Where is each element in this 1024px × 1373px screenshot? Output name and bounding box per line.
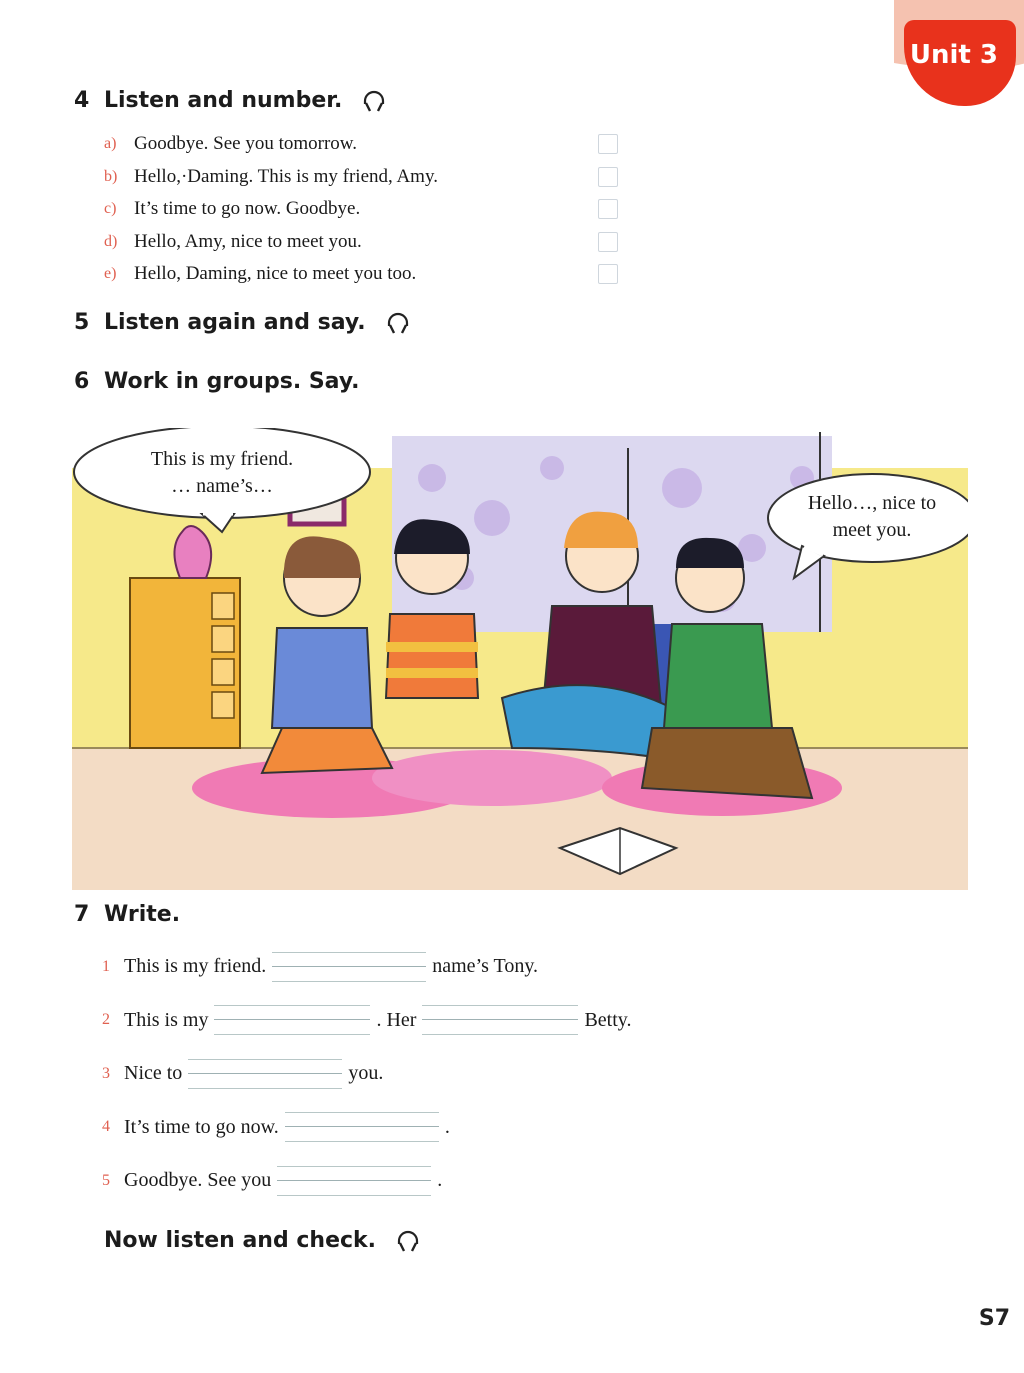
exercise-7-number: 7 xyxy=(74,902,90,927)
bubble-left-line1: This is my friend. xyxy=(150,448,294,470)
list-item xyxy=(102,1101,742,1155)
exercise-6-heading xyxy=(74,369,360,394)
item-number: 4 xyxy=(102,1118,110,1136)
item-text-mid: . Her xyxy=(376,1008,417,1031)
headphones-icon[interactable] xyxy=(362,89,386,113)
item-text-before: It’s time to go now. xyxy=(124,1115,279,1138)
exercise-4-title: Listen and number. xyxy=(104,88,343,113)
exercise-5-number: 5 xyxy=(74,310,90,335)
exercise-7-heading xyxy=(74,902,180,927)
answer-blank[interactable] xyxy=(188,1059,342,1089)
answer-blank[interactable] xyxy=(285,1112,439,1142)
number-box[interactable] xyxy=(598,232,618,252)
exercise-4-list xyxy=(104,128,624,291)
exercise-5-title: Listen again and say. xyxy=(104,310,366,335)
item-letter: a) xyxy=(104,135,117,153)
list-item xyxy=(104,161,624,194)
headphones-icon[interactable] xyxy=(386,311,410,335)
item-text: It’s time to go now. Goodbye. xyxy=(134,198,361,220)
item-text-after: . xyxy=(444,1115,450,1138)
item-text: Hello,·Daming. This is my friend, Amy. xyxy=(134,165,438,187)
item-number: 2 xyxy=(102,1011,110,1029)
illustration-friends-meeting xyxy=(72,428,968,890)
item-number: 5 xyxy=(102,1171,110,1189)
item-number: 3 xyxy=(102,1064,110,1082)
number-box[interactable] xyxy=(598,134,618,154)
item-text-before: This is my friend. xyxy=(124,955,267,978)
item-text: Goodbye. See you tomorrow. xyxy=(134,133,358,155)
unit-tab xyxy=(894,0,1024,108)
exercise-6-title: Work in groups. Say. xyxy=(104,369,360,394)
bubble-right-line1: Hello…, nice to xyxy=(807,492,937,514)
list-item xyxy=(104,128,624,161)
item-letter: c) xyxy=(104,200,117,218)
bubble-right-line2: meet you. xyxy=(832,519,912,541)
item-text-before: Goodbye. See you xyxy=(124,1169,272,1192)
list-item xyxy=(102,1047,742,1101)
item-text-after: name’s Tony. xyxy=(432,955,539,978)
list-item xyxy=(102,994,742,1048)
speech-bubble-left xyxy=(82,446,362,500)
check-title: Now listen and check. xyxy=(104,1228,377,1253)
list-item xyxy=(104,258,624,291)
list-item xyxy=(102,940,742,994)
answer-blank[interactable] xyxy=(422,1005,578,1035)
item-text-after: Betty. xyxy=(584,1008,632,1031)
item-text: Hello, Daming, nice to meet you too. xyxy=(134,263,417,285)
exercise-5-heading xyxy=(74,310,410,335)
check-heading xyxy=(104,1228,420,1253)
unit-tab-label: Unit 3 xyxy=(909,40,998,70)
list-item xyxy=(104,193,624,226)
speech-bubble-right xyxy=(772,490,972,544)
answer-blank[interactable] xyxy=(277,1166,431,1196)
exercise-7-list xyxy=(102,940,742,1208)
page-number: S7 xyxy=(978,1306,1010,1331)
item-text-before: This is my xyxy=(124,1008,209,1031)
item-text: Hello, Amy, nice to meet you. xyxy=(134,230,362,252)
list-item xyxy=(104,226,624,259)
answer-blank[interactable] xyxy=(272,952,426,982)
exercise-6-number: 6 xyxy=(74,369,90,394)
item-text-before: Nice to xyxy=(124,1062,183,1085)
exercise-4-heading xyxy=(74,88,386,113)
answer-blank[interactable] xyxy=(214,1005,370,1035)
item-text-after: you. xyxy=(348,1062,384,1085)
number-box[interactable] xyxy=(598,264,618,284)
item-letter: e) xyxy=(104,265,117,283)
item-number: 1 xyxy=(102,957,110,975)
list-item xyxy=(102,1154,742,1208)
item-letter: d) xyxy=(104,232,118,250)
bubble-left-line2: … name’s… xyxy=(171,475,273,497)
exercise-7-title: Write. xyxy=(104,902,181,927)
headphones-icon[interactable] xyxy=(396,1229,420,1253)
number-box[interactable] xyxy=(598,199,618,219)
item-text-after: . xyxy=(437,1169,443,1192)
number-box[interactable] xyxy=(598,167,618,187)
item-letter: b) xyxy=(104,167,118,185)
exercise-4-number: 4 xyxy=(74,88,90,113)
